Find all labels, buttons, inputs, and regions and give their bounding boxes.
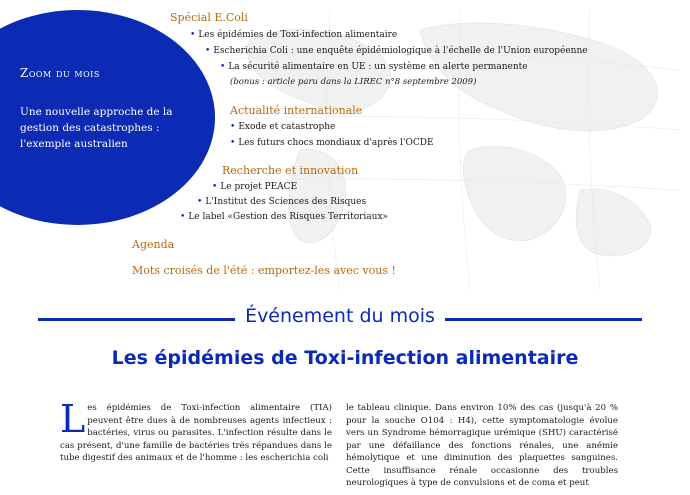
bullet-icon: • xyxy=(197,197,203,207)
column-1-text: es épidémies de Toxi-infection alimentaire (TIA) peuvent être dues à de nombreuses agents infectieux : bactéries, virus ou parasites. L'infection résulte dans le cas présent, d'une famille de bactéries très répandues dans le tube digestif des animaux et de l'homme : les escherichia coli xyxy=(60,403,332,463)
toc-special-item-1[interactable]: • Les épidémies de Toxi-infection alimentaire xyxy=(190,30,398,40)
toc-intl-item-2[interactable]: • Les futurs chocs mondiaux d'après l'OCDE xyxy=(230,138,434,148)
event-title xyxy=(38,305,642,327)
toc-crossword[interactable]: Mots croisés de l'été : emportez-les avec vous ! xyxy=(132,264,396,277)
toc-special-item-3[interactable]: • La sécurité alimentaire en UE : un système en alerte permanente xyxy=(220,62,528,72)
bullet-icon: • xyxy=(220,62,226,72)
toc-intl-item-1[interactable]: • Exode et catastrophe xyxy=(230,122,336,132)
zoom-title-text: Zoom du mois xyxy=(20,66,100,80)
article-column-2: le tableau clinique. Dans environ 10% des cas (jusqu'à 20 % pour la souche O104 : H4), cette symptomatologie évolue vers un Syndrome hémorragique urémique (SHU) caractérisé par une défaillance des fonctions rénales, une anémie hémolytique et une diminution des plaquettes sanguines. Cette insuffisance rénale occasionne des troubles neurologiques à type de convulsions et de coma et peut xyxy=(346,403,618,488)
article-column-1 xyxy=(60,397,332,465)
bullet-icon: • xyxy=(212,182,218,192)
zoom-title[interactable] xyxy=(20,66,100,80)
toc-intl-title[interactable]: Actualité internationale xyxy=(230,104,363,117)
toc-research-item-1[interactable]: • Le projet PEACE xyxy=(212,182,298,192)
bullet-icon: • xyxy=(180,212,186,222)
article-title: Les épidémies de Toxi-infection alimentaire xyxy=(111,347,579,369)
toc-research-title[interactable]: Recherche et innovation xyxy=(222,164,359,177)
toc-research-item-2[interactable]: • L'Institut des Sciences des Risques xyxy=(197,197,367,207)
event-header xyxy=(38,305,642,333)
toc-agenda[interactable]: Agenda xyxy=(132,238,175,251)
event-title-text: Événement du mois xyxy=(235,305,445,327)
toc-special-title[interactable]: Spécial E.Coli xyxy=(170,11,248,24)
bullet-icon: • xyxy=(230,138,236,148)
bullet-icon: • xyxy=(205,46,211,56)
toc-special-item-2[interactable]: • Escherichia Coli : une enquête épidémiologique à l'échelle de l'Union européenne xyxy=(205,46,588,56)
toc-research-item-3[interactable]: • Le label «Gestion des Risques Territoriaux» xyxy=(180,212,389,222)
dropcap: L xyxy=(60,397,86,441)
toc-bonus-note: (bonus : article paru dans la LIREC n°8 septembre 2009) xyxy=(230,77,477,87)
bullet-icon: • xyxy=(190,30,196,40)
zoom-text[interactable]: Une nouvelle approche de la gestion des catastrophes : l'exemple australien xyxy=(20,106,173,150)
bullet-icon: • xyxy=(230,122,236,132)
